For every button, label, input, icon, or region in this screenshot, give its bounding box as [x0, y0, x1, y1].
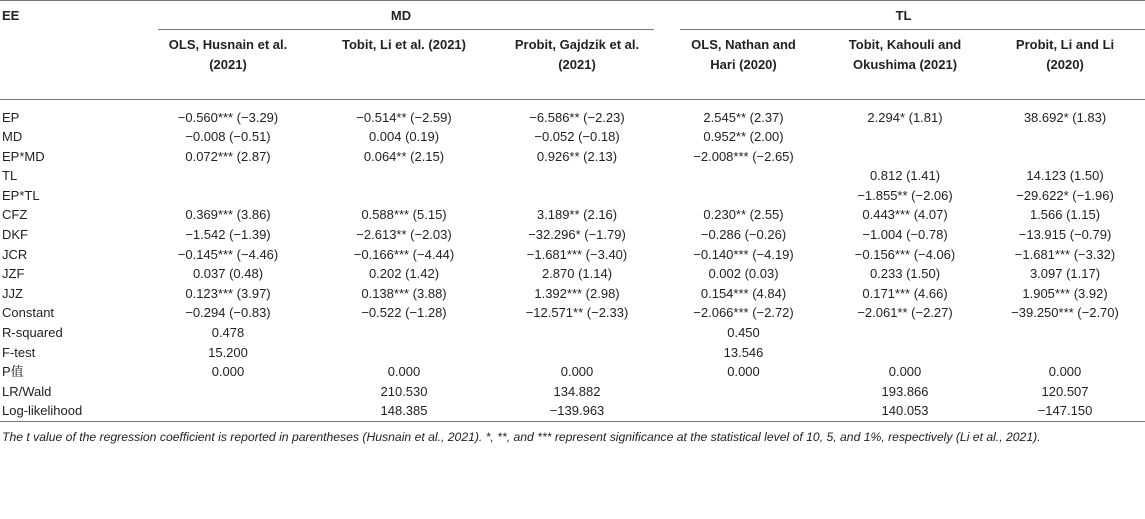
table-cell: −12.571** (−2.33) [525, 305, 629, 321]
table-cell: 3.189** (2.16) [536, 207, 618, 223]
table-cell: −139.963 [549, 403, 605, 419]
table-cell [985, 323, 1145, 343]
column-header [316, 30, 492, 99]
table-cell: 0.154*** (4.84) [700, 285, 787, 301]
table-cell [825, 323, 985, 343]
column-header-label: Tobit, Kahouli and Okushima (2021) [848, 37, 962, 72]
table-cell: 0.002 (0.03) [708, 266, 779, 282]
row-label: EP [2, 109, 20, 125]
table-cell: 2.545** (2.37) [703, 109, 784, 125]
group-label-tl: TL [895, 7, 912, 23]
column-header-label: OLS, Husnain et al. (2021) [168, 37, 288, 72]
table-cell: 193.866 [881, 383, 929, 399]
table-row [0, 343, 1145, 363]
table-footnote: The t value of the regression coefficient is reported in parentheses (Husnain et al., 2021). *, **, and *** represent significance at the statistical level of 10, 5, and 1%, respectively (Li et al., 2021). [2, 430, 1041, 444]
table-cell: 0.369*** (3.86) [185, 207, 271, 223]
row-label: MD [2, 129, 23, 145]
group-header-md [140, 1, 662, 30]
table-cell: 3.097 (1.17) [1029, 266, 1101, 282]
table-row [0, 362, 1145, 382]
group-header-row [0, 1, 1145, 30]
table-cell: 0.202 (1.42) [368, 266, 440, 282]
row-label: R-squared [2, 325, 63, 341]
table-cell: −0.560*** (−3.29) [177, 109, 279, 125]
column-header-stub [0, 30, 140, 99]
table-cell [825, 147, 985, 167]
table-cell: −2.008*** (−2.65) [693, 148, 794, 164]
table-cell: 0.123*** (3.97) [185, 285, 271, 301]
table-cell: −0.156*** (−4.06) [854, 246, 956, 262]
row-label: Constant [2, 305, 55, 321]
table-cell: 0.000 [387, 364, 421, 380]
table-cell: −32.296* (−1.79) [528, 227, 626, 243]
table-cell: 0.004 (0.19) [368, 129, 440, 145]
table-cell: 0.926** (2.13) [536, 148, 618, 164]
table-cell: 1.905*** (3.92) [1022, 285, 1108, 301]
table-cell: −1.681*** (−3.40) [526, 246, 628, 262]
table-cell: −1.004 (−0.78) [862, 227, 948, 243]
table-cell: 0.000 [888, 364, 922, 380]
table-cell: 0.478 [211, 325, 245, 341]
row-label: Log-likelihood [2, 403, 83, 419]
table-cell: 13.546 [723, 344, 764, 360]
row-label: DKF [2, 227, 28, 243]
table-row [0, 166, 1145, 186]
table-cell [316, 166, 492, 186]
table-cell: 0.138*** (3.88) [361, 285, 447, 301]
table-cell: −1.681*** (−3.32) [1014, 246, 1116, 262]
row-label: JJZ [2, 285, 23, 301]
table-cell: −6.586** (−2.23) [529, 109, 625, 125]
stub-header: EE [2, 7, 20, 23]
table-cell: 0.443*** (4.07) [862, 207, 948, 223]
table-row [0, 284, 1145, 304]
table-cell: 210.530 [380, 383, 428, 399]
table-cell: 0.450 [727, 325, 760, 341]
table-row [0, 264, 1145, 284]
table-row [0, 99, 1145, 127]
table-cell: −2.066*** (−2.72) [693, 305, 794, 321]
table-cell [140, 166, 316, 186]
table-cell: 1.392*** (2.98) [534, 285, 620, 301]
table-cell: −39.250*** (−2.70) [1011, 305, 1119, 321]
column-header-label: Probit, Gajdzik et al. (2021) [514, 37, 640, 72]
table-cell [662, 382, 825, 402]
table-cell: −0.514** (−2.59) [356, 109, 452, 125]
column-header [492, 30, 662, 99]
table-cell: 0.952** (2.00) [703, 129, 784, 145]
table-row [0, 303, 1145, 323]
table-cell: −0.166*** (−4.44) [353, 246, 455, 262]
table-cell: 2.870 (1.14) [541, 266, 613, 282]
table-row [0, 323, 1145, 343]
table-cell [662, 186, 825, 206]
table-cell: 134.882 [553, 383, 601, 399]
table-cell: 0.064** (2.15) [363, 148, 445, 164]
table-cell [662, 401, 825, 421]
column-header [662, 30, 825, 99]
table-row [0, 186, 1145, 206]
table-cell: 2.294* (1.81) [867, 109, 943, 125]
table-cell [492, 343, 662, 363]
column-header [140, 30, 316, 99]
table-cell [316, 186, 492, 206]
table-cell: 140.053 [881, 403, 929, 419]
group-label-md: MD [390, 7, 412, 23]
table-cell [825, 343, 985, 363]
column-header-row [0, 30, 1145, 99]
row-label: CFZ [2, 207, 28, 223]
table-cell: 0.000 [1048, 364, 1082, 380]
table-cell: 15.200 [208, 344, 248, 360]
table-cell [492, 323, 662, 343]
table-row [0, 127, 1145, 147]
table-cell [140, 401, 316, 421]
row-label: EP*TL [2, 187, 40, 203]
column-header [985, 30, 1145, 99]
table-cell: 0.000 [560, 364, 594, 380]
table-row [0, 225, 1145, 245]
row-label: JZF [2, 266, 25, 282]
table-cell [662, 166, 825, 186]
group-header-tl [662, 1, 1145, 30]
table-cell: −0.145*** (−4.46) [177, 246, 279, 262]
table-cell: 0.588*** (5.15) [361, 207, 447, 223]
table-cell: −0.008 (−0.51) [185, 129, 271, 145]
table-cell: 148.385 [380, 403, 428, 419]
table-cell [140, 186, 316, 206]
table-cell: 0.000 [211, 364, 245, 380]
table-body [0, 99, 1145, 421]
table-cell [985, 147, 1145, 167]
column-header-label: Probit, Li and Li (2020) [1015, 37, 1115, 72]
table-cell: 120.507 [1041, 383, 1089, 399]
column-header [825, 30, 985, 99]
table-cell: 1.566 (1.15) [1029, 207, 1101, 223]
table-cell: −0.140*** (−4.19) [693, 246, 794, 262]
table-cell: 0.812 (1.41) [869, 168, 941, 184]
table-row [0, 245, 1145, 265]
row-label: P值 [2, 364, 24, 380]
table-row [0, 147, 1145, 167]
table-cell: −147.150 [1037, 403, 1093, 419]
table-cell: −1.855** (−2.06) [857, 187, 953, 203]
table-cell: −2.613** (−2.03) [356, 227, 452, 243]
table-cell [985, 343, 1145, 363]
table-cell: −0.294 (−0.83) [185, 305, 271, 321]
row-label: JCR [2, 246, 28, 262]
table-cell: 0.230** (2.55) [703, 207, 784, 223]
table-cell: 38.692* (1.83) [1023, 109, 1107, 125]
table-cell: 0.233 (1.50) [869, 266, 941, 282]
table-cell [316, 343, 492, 363]
table-row [0, 401, 1145, 421]
table-cell [985, 127, 1145, 147]
row-label: TL [2, 168, 18, 184]
table-cell [316, 323, 492, 343]
row-label: F-test [2, 344, 36, 360]
table-cell [825, 127, 985, 147]
table-cell: −29.622* (−1.96) [1016, 187, 1114, 203]
row-label: LR/Wald [2, 383, 52, 399]
table-cell: 0.037 (0.48) [192, 266, 264, 282]
column-header-label: OLS, Nathan and Hari (2020) [691, 37, 796, 72]
table-cell [492, 166, 662, 186]
table-cell: −0.286 (−0.26) [700, 227, 787, 243]
table-cell: 0.171*** (4.66) [862, 285, 948, 301]
table-cell: −0.052 (−0.18) [534, 129, 620, 145]
table-cell: 0.000 [727, 364, 760, 380]
table-cell [492, 186, 662, 206]
table-cell: −0.522 (−1.28) [361, 305, 447, 321]
table-cell: −2.061** (−2.27) [857, 305, 953, 321]
row-label: EP*MD [2, 148, 45, 164]
table-cell: −1.542 (−1.39) [185, 227, 271, 243]
table-cell [140, 382, 316, 402]
table-row [0, 382, 1145, 402]
table-row [0, 205, 1145, 225]
table-cell: 14.123 (1.50) [1026, 168, 1104, 184]
column-header-label: Tobit, Li et al. (2021) [341, 37, 466, 52]
table-cell: −13.915 (−0.79) [1018, 227, 1112, 243]
table-cell: 0.072*** (2.87) [185, 148, 271, 164]
